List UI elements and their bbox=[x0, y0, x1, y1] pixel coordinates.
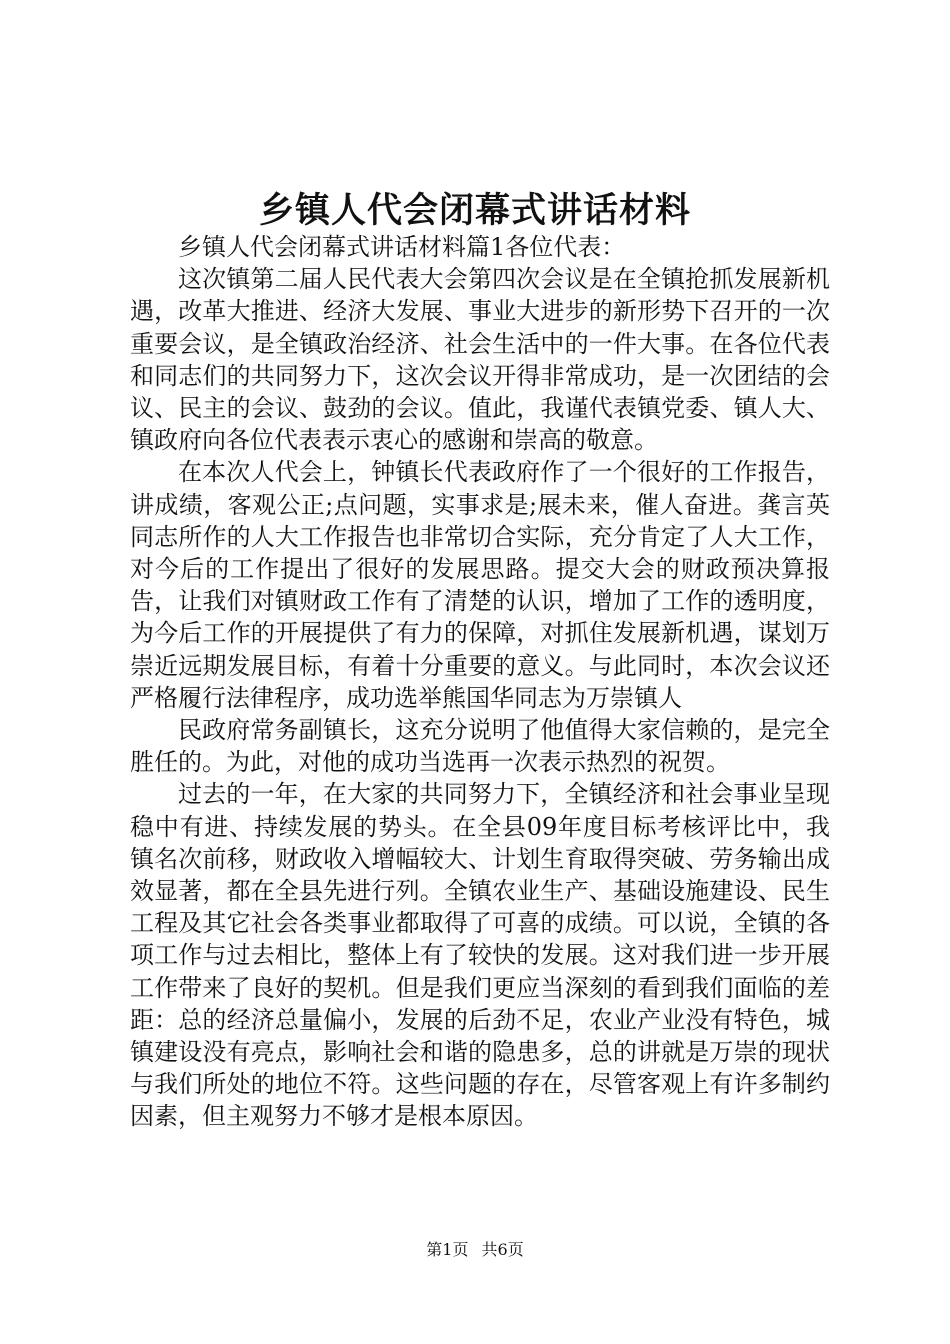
paragraph-meeting-summary: 这次镇第二届人民代表大会第四次会议是在全镇抢抓发展新机遇，改革大推进、经济大发展、事业大进步的新形势下召开的一次重要会议，是全镇政治经济、社会生活中的一件大事。在各位代表和同志们的共同努力下，这次会议开得非常成功，是一次团结的会议、民主的会议、鼓劲的会议。值此，我谨代表镇党委、镇人大、镇政府向各位代表表示衷心的感谢和崇高的敬意。 bbox=[130, 265, 830, 455]
paragraph-past-year: 过去的一年，在大家的共同努力下，全镇经济和社会事业呈现稳中有进、持续发展的势头。在全县09年度目标考核评比中，我镇名次前移，财政收入增幅较大、计划生育取得突破、劳务输出成效显著，都在全县先进行列。全镇农业生产、基础设施建设、民生工程及其它社会各类事业都取得了可喜的成绩。可以说，全镇的各项工作与过去相比，整体上有了较快的发展。这对我们进一步开展工作带来了良好的契机。但是我们更应当深刻的看到我们面临的差距：总的经济总量偏小，发展的后劲不足，农业产业没有特色，城镇建设没有亮点，影响社会和谐的隐患多，总的讲就是万崇的现状与我们所处的地位不符。这些问题的存在，尽管客观上有许多制约因素，但主观努力不够才是根本原因。 bbox=[130, 780, 830, 1131]
document-body bbox=[130, 231, 830, 1133]
document-title: 乡镇人代会闭幕式讲话材料 bbox=[258, 191, 691, 231]
page-number-footer: 第1页 共6页 bbox=[426, 1240, 524, 1259]
paragraph-reports: 在本次人代会上，钟镇长代表政府作了一个很好的工作报告，讲成绩，客观公正;点问题，实事求是;展未来，催人奋进。龚言英同志所作的人大工作报告也非常切合实际，充分肯定了人大工作，对今后的工作提出了很好的发展思路。提交大会的财政预决算报告，让我们对镇财政工作有了清楚的认识，增加了工作的透明度，为今后工作的开展提供了有力的保障，对抓住发展新机遇，谋划万崇近远期发展目标，有着十分重要的意义。与此同时，本次会议还严格履行法律程序，成功选举熊国华同志为万崇镇人 bbox=[130, 458, 830, 712]
paragraph-salutation: 乡镇人代会闭幕式讲话材料篇1各位代表： bbox=[178, 233, 626, 261]
paragraph-election: 民政府常务副镇长，这充分说明了他值得大家信赖的，是完全胜任的。为此，对他的成功当选再一次表示热烈的祝贺。 bbox=[130, 716, 830, 777]
